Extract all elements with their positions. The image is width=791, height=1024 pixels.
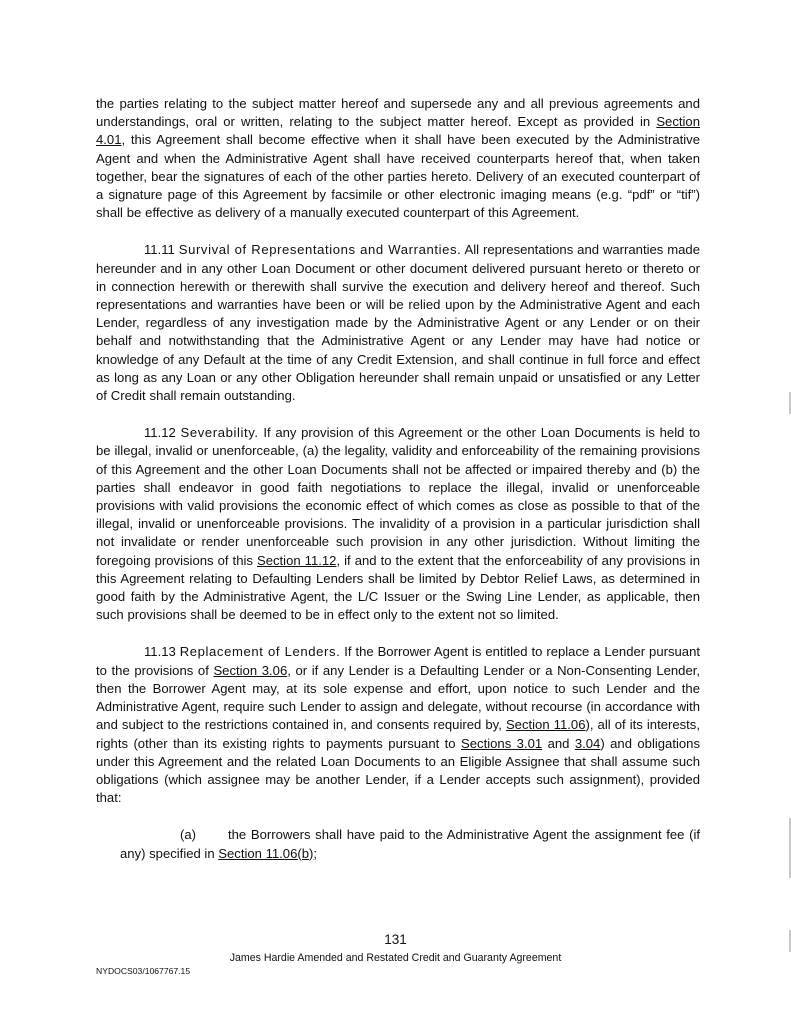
section-11-11 (96, 241, 700, 405)
section-number: 11.12 (144, 425, 176, 441)
text-run: ; (313, 845, 318, 861)
section-reference: Section 11.12 (256, 552, 337, 568)
text-run: and (542, 735, 575, 751)
text-run: the parties relating to the subject matter hereof and supersede any and all previous agreements and understandings, oral or written, relating to the subject matter hereof. Except as provided in (96, 96, 700, 130)
section-11-12 (96, 424, 700, 624)
text-run: All representations and warranties made hereunder and in any other Loan Document or other document delivered pursuant hereto or thereto or in connection herewith or therewith shall survive the execution and delivery hereof and thereof. Such representations and warranties have been or will be relied upon by the Administrative Agent and each Lender, regardless of any investigation made by the Administrative Agent or any Lender or on their behalf and notwithstanding that the Administrative Agent or any Lender may have had notice or knowledge of any Default at the time of any Credit Extension, and shall continue in full force and effect as long as any Loan or any other Obligation hereunder shall remain unpaid or unsatisfied or any Letter of Credit shall remain outstanding. (96, 242, 700, 404)
section-11-13 (96, 643, 700, 807)
text-run: the Borrowers shall have paid to the Administrative Agent the assignment fee (if any) specified in (120, 827, 700, 861)
section-reference: Section 4.01 (96, 114, 700, 148)
text-run: , or if any Lender is a Defaulting Lender or a Non-Consenting Lender, then the Borrower Agent may, at its sole expense and effort, upon notice to such Lender and the Administrative Agent, require such Lender to assign and delegate, without recourse (in accordance with and subject to the restrictions contained in, and consents required by, (96, 662, 701, 733)
document-id: NYDOCS03/1067767.15 (96, 966, 191, 976)
document-body (96, 95, 700, 863)
section-reference: Section 11.06(b) (218, 845, 314, 861)
section-reference: Section 3.06 (213, 662, 288, 678)
text-run: , if and to the extent that the enforceability of any provisions in this Agreement relating to Defaulting Lenders shall be limited by Debtor Relief Laws, as determined in good faith by the Administrative Agent, the L/C Issuer or the Swing Line Lender, as applicable, then such provisions shall be deemed to be in effect only to the extent not so limited. (96, 552, 700, 623)
footer-title: James Hardie Amended and Restated Credit and Guaranty Agreement (229, 952, 562, 964)
text-run: , this Agreement shall become effective when it shall have been executed by the Administrative Agent and when the Administrative Agent shall have received counterparts hereof that, when taken together, bear the signatures of each of the other parties hereto. Delivery of an executed counterpart of a signature page of this Agreement by facsimile or other electronic imaging means (e.g. “pdf” or “tif”) shall be effective as delivery of a manually executed counterpart of this Agreement. (96, 132, 700, 221)
text-run: If the Borrower Agent is entitled to replace a Lender pursuant to the provisions of (96, 644, 701, 678)
clause-a (96, 826, 700, 862)
page-number: 131 (384, 932, 407, 947)
section-reference: 3.04 (574, 735, 601, 751)
section-heading: Survival of Representations and Warranties. (178, 242, 462, 258)
paragraph-continuation (96, 95, 700, 222)
section-reference: Section 11.06 (505, 717, 586, 733)
section-number: 11.13 (144, 644, 176, 660)
text-run: If any provision of this Agreement or the other Loan Documents is held to be illegal, invalid or unenforceable, (a) the legality, validity and enforceability of the remaining provisions of this Agreement and the other Loan Documents shall not be affected or impaired thereby and (b) the parties shall endeavor in good faith negotiations to replace the illegal, invalid or unenforceable provisions with valid provisions the economic effect of which comes as close as possible to that of the illegal, invalid or unenforceable provisions. The invalidity of a provision in a particular jurisdiction shall not invalidate or render unenforceable such provision in any other jurisdiction. Without limiting the foregoing provisions of this (96, 425, 700, 568)
section-number: 11.11 (144, 242, 175, 258)
text-run: ) and obligations under this Agreement and the related Loan Documents to an Eligible Assignee that shall assume such obligations (which assignee may be another Lender, if a Lender accepts such assignment), provided that: (96, 735, 700, 806)
section-heading: Severability. (180, 425, 259, 441)
section-heading: Replacement of Lenders. (179, 644, 341, 660)
clause-label: (a) (180, 827, 197, 843)
section-reference: Sections 3.01 (461, 735, 543, 751)
text-run: ), all of its interests, rights (other than its existing rights to payments pursuant to (96, 717, 700, 751)
